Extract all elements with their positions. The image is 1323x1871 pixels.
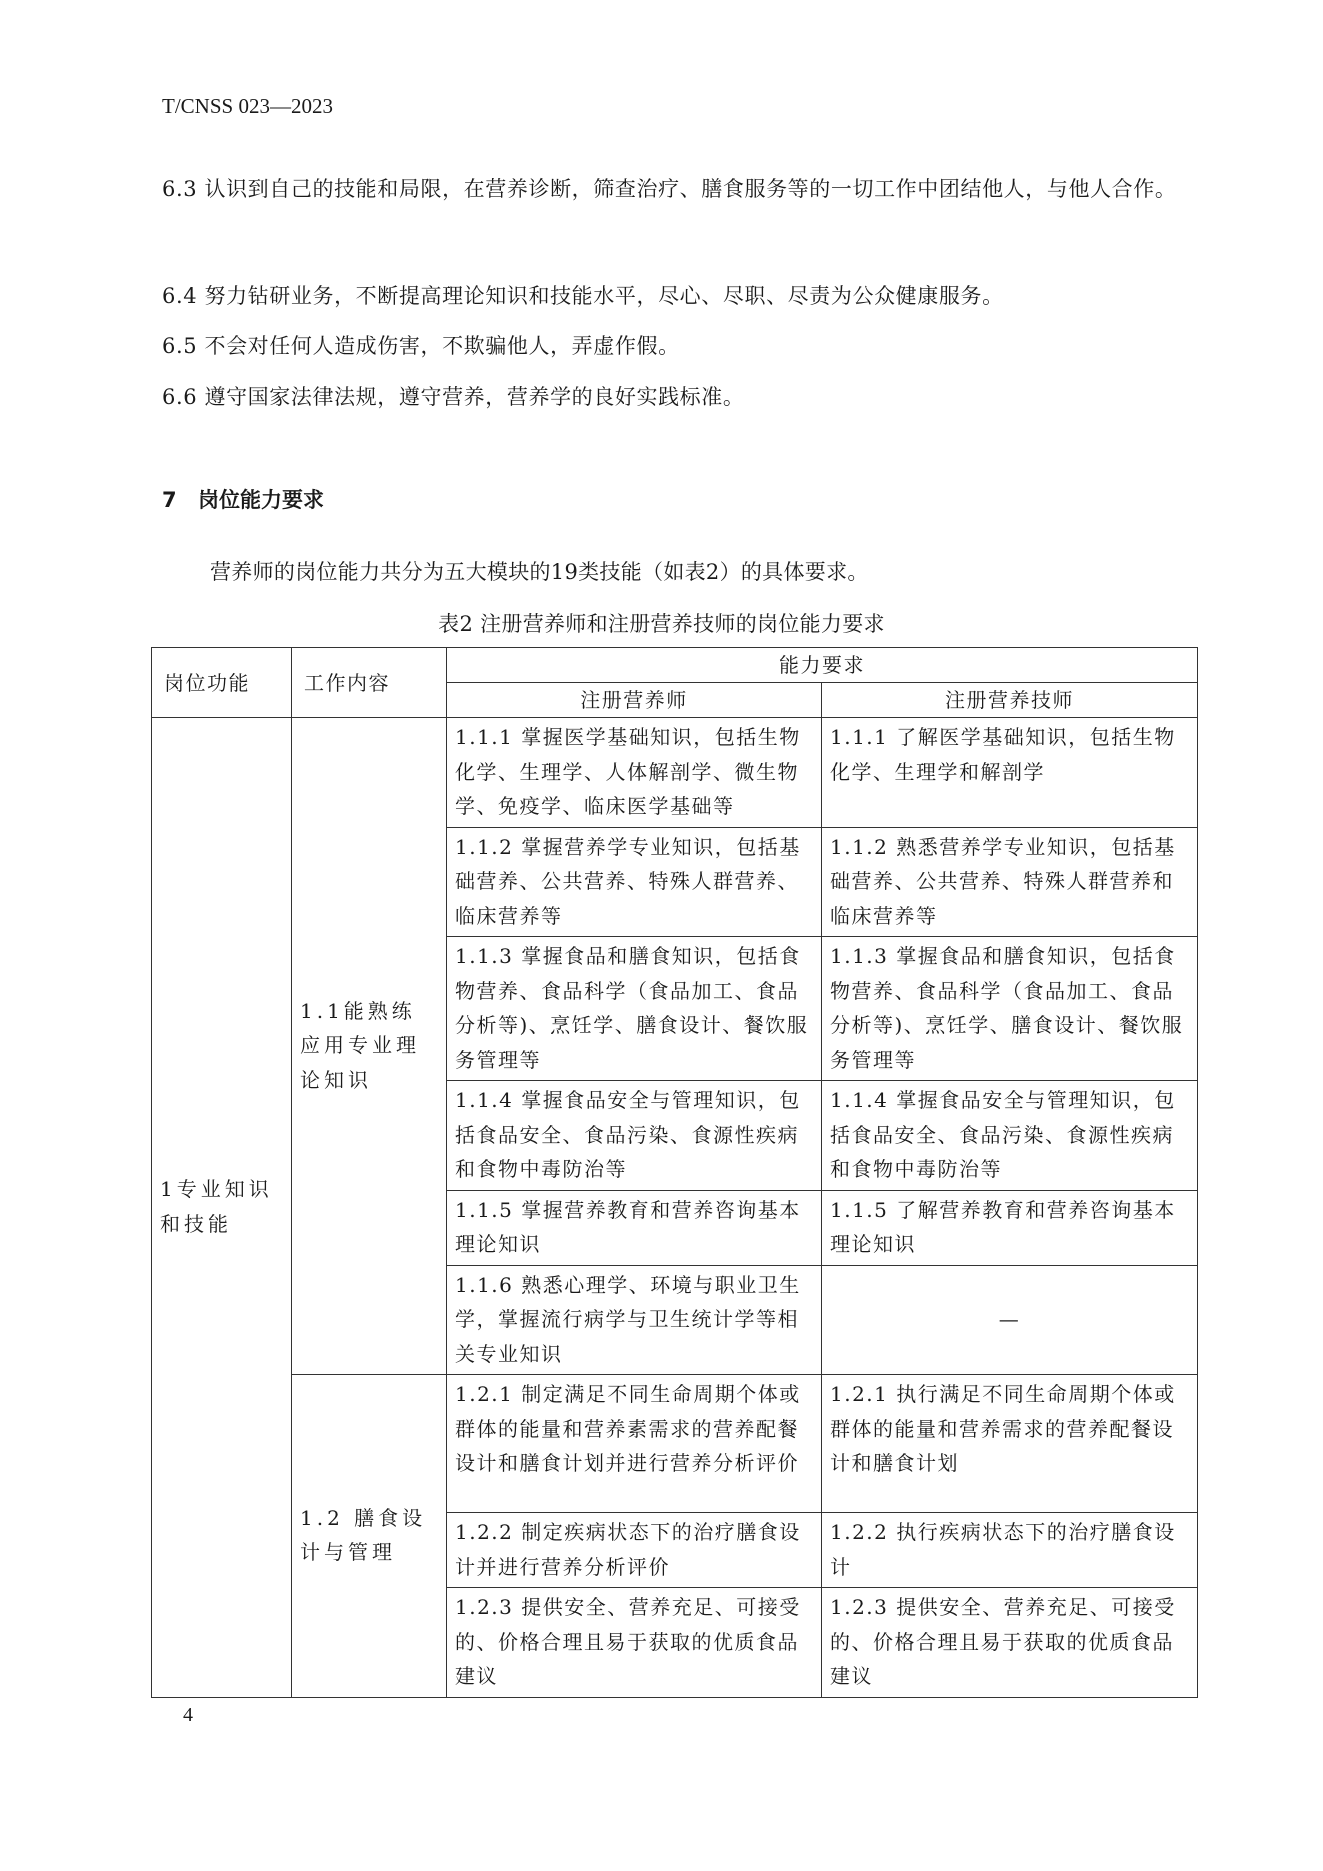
dietitian-cell: 1.1.6 熟悉心理学、环境与职业卫生学，掌握流行病学与卫生统计学等相关专业知识 xyxy=(447,1265,822,1375)
dietitian-cell: 1.1.3 掌握食品和膳食知识，包括食物营养、食品科学（食品加工、食品分析等)、烹饪学、膳食设计、餐饮服务管理等 xyxy=(447,937,822,1081)
section-title-text: 岗位能力要求 xyxy=(198,488,324,512)
paragraph-6-5: 6.5 不会对任何人造成伤害，不欺骗他人，弄虚作假。 xyxy=(162,334,680,358)
technician-cell: 1.2.1 执行满足不同生命周期个体或群体的能量和营养需求的营养配餐设计和膳食计划 xyxy=(822,1375,1198,1513)
content-cell-1-2: 1.2 膳食设计与管理 xyxy=(292,1375,447,1698)
intro-paragraph: 营养师的岗位能力共分为五大模块的19类技能（如表2）的具体要求。 xyxy=(210,560,869,584)
table-header-row xyxy=(152,648,1198,683)
dietitian-cell: 1.1.5 掌握营养教育和营养咨询基本理论知识 xyxy=(447,1190,822,1265)
dietitian-cell: 1.2.2 制定疾病状态下的治疗膳食设计并进行营养分析评价 xyxy=(447,1513,822,1588)
paragraph-6-4: 6.4 努力钻研业务，不断提高理论知识和技能水平，尽心、尽职、尽责为公众健康服务。 xyxy=(162,284,1004,308)
table-row xyxy=(152,718,1198,828)
paragraph-6-3: 6.3 认识到自己的技能和局限，在营养诊断，筛查治疗、膳食服务等的一切工作中团结他人，与他人合作。 xyxy=(162,177,1177,201)
dietitian-cell: 1.2.1 制定满足不同生命周期个体或群体的能量和营养素需求的营养配餐设计和膳食计划并进行营养分析评价 xyxy=(447,1375,822,1513)
technician-cell: 1.1.3 掌握食品和膳食知识，包括食物营养、食品科学（食品加工、食品分析等)、烹饪学、膳食设计、餐饮服务管理等 xyxy=(822,937,1198,1081)
section-number: 7 xyxy=(162,488,177,512)
header-function: 岗位功能 xyxy=(152,648,292,718)
dietitian-cell: 1.1.4 掌握食品安全与管理知识，包括食品安全、食品污染、食源性疾病和食物中毒防治等 xyxy=(447,1081,822,1191)
technician-cell: 1.2.3 提供安全、营养充足、可接受的、价格合理且易于获取的优质食品建议 xyxy=(822,1588,1198,1698)
dietitian-cell: 1.1.2 掌握营养学专业知识，包括基础营养、公共营养、特殊人群营养、临床营养等 xyxy=(447,827,822,937)
technician-cell: 1.1.1 了解医学基础知识，包括生物化学、生理学和解剖学 xyxy=(822,718,1198,828)
technician-cell: 1.1.5 了解营养教育和营养咨询基本理论知识 xyxy=(822,1190,1198,1265)
document-id: T/CNSS 023—2023 xyxy=(162,94,333,118)
technician-cell-empty: — xyxy=(822,1265,1198,1375)
paragraph-6-6: 6.6 遵守国家法律法规，遵守营养，营养学的良好实践标准。 xyxy=(162,385,745,409)
content-cell-1-1: 1.1能熟练应用专业理论知识 xyxy=(292,718,447,1375)
page-number: 4 xyxy=(183,1704,193,1726)
table-caption: 表2 注册营养师和注册营养技师的岗位能力要求 xyxy=(438,612,885,636)
header-dietitian: 注册营养师 xyxy=(447,683,822,718)
technician-cell: 1.2.2 执行疾病状态下的治疗膳食设计 xyxy=(822,1513,1198,1588)
header-technician: 注册营养技师 xyxy=(822,683,1198,718)
section-heading xyxy=(162,484,324,514)
table-row xyxy=(152,1375,1198,1513)
header-ability: 能力要求 xyxy=(447,648,1198,683)
function-cell: 1专业知识和技能 xyxy=(152,718,292,1698)
ability-requirements-table xyxy=(151,647,1198,1698)
header-content: 工作内容 xyxy=(292,648,447,718)
dietitian-cell: 1.2.3 提供安全、营养充足、可接受的、价格合理且易于获取的优质食品建议 xyxy=(447,1588,822,1698)
technician-cell: 1.1.2 熟悉营养学专业知识，包括基础营养、公共营养、特殊人群营养和临床营养等 xyxy=(822,827,1198,937)
technician-cell: 1.1.4 掌握食品安全与管理知识，包括食品安全、食品污染、食源性疾病和食物中毒防治等 xyxy=(822,1081,1198,1191)
dietitian-cell: 1.1.1 掌握医学基础知识，包括生物化学、生理学、人体解剖学、微生物学、免疫学、临床医学基础等 xyxy=(447,718,822,828)
